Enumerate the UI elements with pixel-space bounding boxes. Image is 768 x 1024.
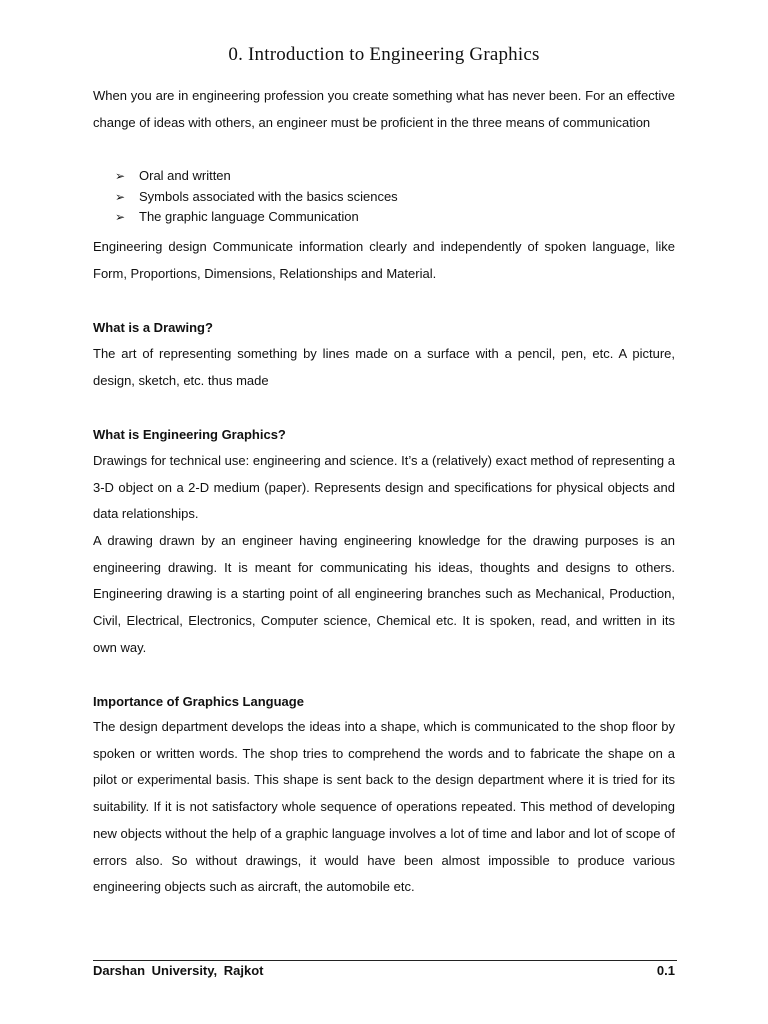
page-title: 0. Introduction to Engineering Graphics bbox=[228, 44, 540, 65]
list-item-text: Oral and written bbox=[139, 168, 231, 183]
section-heading-engineering-graphics: What is Engineering Graphics? bbox=[93, 427, 286, 442]
communication-means-list bbox=[115, 166, 398, 228]
footer-institution: Darshan University, Rajkot bbox=[93, 963, 264, 978]
section-paragraph-graphics-language: The design department develops the ideas into a shape, which is communicated to the shop floor by spoken or written words. The shop tries to comprehend the words and to fabricate the shape on a pilot or experimental basis. This shape is sent back to the design department where it is tried for its suitability. If it is not satisfactory whole sequence of operations repeated. This method of developing new objects without the help of a graphic language involves a lot of time and labor and lot of scope of errors also. So without drawings, it would have been almost impossible to produce various engineering objects such as aircraft, the automobile etc. bbox=[93, 719, 675, 895]
list-item-text: Symbols associated with the basics sciences bbox=[139, 188, 398, 204]
section-heading-drawing: What is a Drawing? bbox=[93, 320, 213, 335]
intro-paragraph: When you are in engineering profession you create something what has never been. For an effective change of ideas with others, an engineer must be proficient in the three means of communication bbox=[93, 88, 675, 130]
page-number: 0.1 bbox=[656, 963, 675, 978]
footer-divider bbox=[93, 960, 677, 961]
design-paragraph: Engineering design Communicate information clearly and independently of spoken language, like Form, Proportions, Dimensions, Relationships and Material. bbox=[93, 239, 675, 281]
section-paragraph-engineering-graphics-2: A drawing drawn by an engineer having engineering knowledge for the drawing purposes is an engineering drawing. It is meant for communicating his ideas, thoughts and designs to others. Engineering drawing is a starting point of all engineering branches such as Mechanical, Production, Civil, Electrical, Electronics, Computer science, Chemical etc. It is spoken, read, and written in its own way. bbox=[93, 533, 675, 655]
list-item-text: The graphic language Communication bbox=[139, 209, 359, 224]
section-paragraph-engineering-graphics-1: Drawings for technical use: engineering and science. It’s a (relatively) exact method of representing a 3-D object on a 2-D medium (paper). Represents design and specifications for physical objects and data relationships. bbox=[93, 453, 675, 522]
list-item bbox=[115, 187, 398, 208]
arrow-bullet-icon: ➢ bbox=[115, 210, 126, 224]
list-item bbox=[115, 207, 398, 228]
section-heading-graphics-language: Importance of Graphics Language bbox=[93, 694, 304, 709]
list-item bbox=[115, 166, 398, 187]
arrow-bullet-icon: ➢ bbox=[115, 189, 126, 204]
section-paragraph-drawing: The art of representing something by lines made on a surface with a pencil, pen, etc. A picture, design, sketch, etc. thus made bbox=[93, 346, 675, 388]
document-page bbox=[93, 0, 675, 1024]
arrow-bullet-icon: ➢ bbox=[115, 169, 126, 183]
